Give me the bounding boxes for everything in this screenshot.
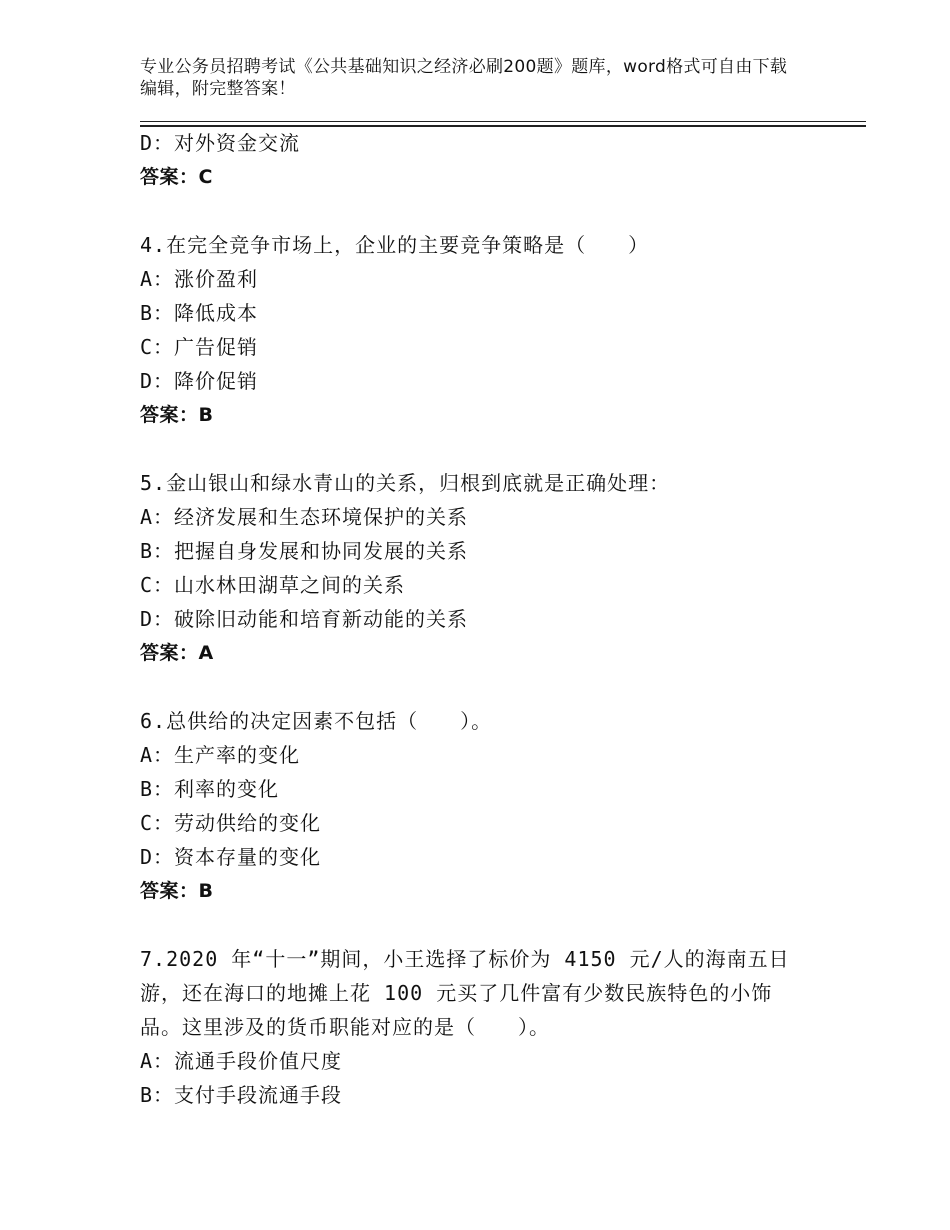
question-stem-line-1: 7.2020 年“十一”期间，小王选择了标价为 4150 元/人的海南五日 bbox=[140, 947, 790, 971]
question-stem: 6.总供给的决定因素不包括（ ）。 bbox=[140, 709, 493, 733]
option-a: A：流通手段价值尺度 bbox=[140, 1049, 343, 1073]
option-a: A：生产率的变化 bbox=[140, 743, 301, 767]
spacer bbox=[140, 670, 810, 704]
question-stem-line-2: 游，还在海口的地摊上花 100 元买了几件富有少数民族特色的小饰 bbox=[140, 981, 773, 1005]
document-header: 专业公务员招聘考试《公共基础知识之经济必刷200题》题库，word格式可自由下载编辑，附完整答案！ bbox=[140, 57, 788, 99]
spacer bbox=[140, 908, 810, 942]
option-c: C：劳动供给的变化 bbox=[140, 811, 322, 835]
question-stem: 5.金山银山和绿水青山的关系，归根到底就是正确处理： bbox=[140, 471, 671, 495]
option-c: C：广告促销 bbox=[140, 335, 259, 359]
option-b: B：支付手段流通手段 bbox=[140, 1083, 343, 1107]
prev-option-d: D：对外资金交流 bbox=[140, 131, 301, 155]
option-b: B：降低成本 bbox=[140, 301, 259, 325]
question-stem-line-3: 品。这里涉及的货币职能对应的是（ ）。 bbox=[140, 1015, 550, 1039]
option-a: A：涨价盈利 bbox=[140, 267, 259, 291]
option-d: D：资本存量的变化 bbox=[140, 845, 322, 869]
answer: 答案：A bbox=[140, 642, 214, 664]
option-d: D：降价促销 bbox=[140, 369, 259, 393]
question-content bbox=[140, 126, 810, 1112]
question-6 bbox=[140, 704, 810, 908]
prev-answer: 答案：C bbox=[140, 166, 213, 188]
question-stem: 4.在完全竞争市场上，企业的主要竞争策略是（ ） bbox=[140, 233, 650, 257]
header-divider-thin bbox=[140, 121, 866, 122]
question-5 bbox=[140, 466, 810, 670]
option-b: B：利率的变化 bbox=[140, 777, 280, 801]
spacer bbox=[140, 432, 810, 466]
answer: 答案：B bbox=[140, 880, 214, 902]
option-b: B：把握自身发展和协同发展的关系 bbox=[140, 539, 469, 563]
answer: 答案：B bbox=[140, 404, 214, 426]
option-c: C：山水林田湖草之间的关系 bbox=[140, 573, 406, 597]
question-4 bbox=[140, 228, 810, 432]
option-d: D：破除旧动能和培育新动能的关系 bbox=[140, 607, 469, 631]
option-a: A：经济发展和生态环境保护的关系 bbox=[140, 505, 469, 529]
question-7 bbox=[140, 942, 810, 1112]
spacer bbox=[140, 194, 810, 228]
